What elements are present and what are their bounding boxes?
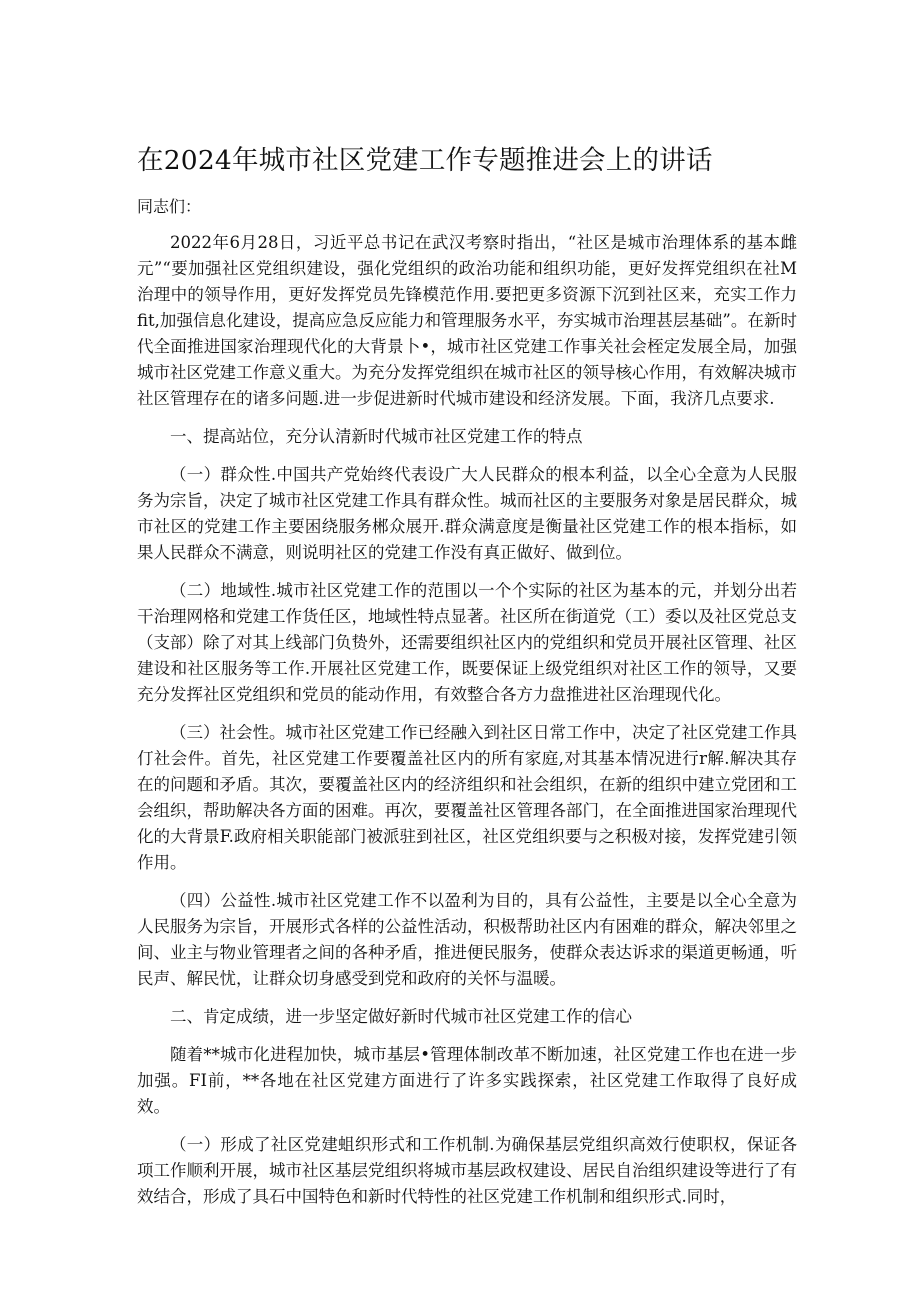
paragraph-achievements-intro: 随着**城市化进程加快，城市基层•管理体制改革不断加速，社区党建工作也在进一步加强。FI前，**各地在社区党建方面进行了许多实践探索，社区党建工作取得了良好成效。 bbox=[137, 1045, 797, 1116]
document-title: 在2024年城市社区党建工作专题推进会上的讲话 bbox=[137, 145, 713, 176]
paragraph-mass-nature: （一）群众性.中国共产党始终代表设广大人民群众的根本利益，以全心全意为人民服务为宗旨，决定了城市社区党建工作具有群众性。城而社区的主要服务对象是居民群众，城市社区的党建工作主要困绕服务郴众展开.群众满意度是衡量社区党建工作的根本指标，如果人民群众不满意，则说明社区的党建工作没有真正做好、做到位。 bbox=[137, 465, 797, 562]
section-heading-2: 二、肯定成绩，进一步坚定做好新时代城市社区党建工作的信心 bbox=[170, 1007, 632, 1026]
section-heading-1: 一、提高站位，充分认清新时代城市社区党建工作的特点 bbox=[170, 427, 583, 446]
salutation: 同志们： bbox=[137, 197, 202, 216]
paragraph-regional-nature: （二）地域性.城市社区党建工作的范围以一个个实际的社区为基本的元，并划分出若干治理网格和党建工作货任区，地域性特点显著。社区所在街道党（工）委以及社区党总支（支部）除了对其上线部门负贽外，还需要组织社区内的党组织和党员开展社区管理、社区建设和社区服务等工作.开展社区党建工作，既要保证上级党组织对社区工作的领导，又要充分发挥社区党组织和党员的能动作用，有效整合各方力盘推进社区治理现代化。 bbox=[137, 581, 797, 704]
intro-paragraph: 2022年6月28日，习近平总书记在武汉考察时指出，“社区是城市治理体系的基本雌元”“要加强社区党组织建设，强化党组织的政治功能和组织功能，更好发挥党组织在社M治理中的领导作用，更好发挥党员先锋模范作用.要把更多资源下沉到社区来，充实工作力fit,加强信息化建设，提高应急反应能力和管理服务水平，夯实城市治理甚层基础”。在新时代全面推进国家治理现代化的大背景卜•，城市社区党建工作事关社会桎定发展全局，加强城市社区党建工作意义重大。为充分发挥党组织在城市社区的领导核心作用，有效解决城市社区管理存在的诸多问题.进一步促进新时代城市建设和经济发展。下面，我济几点要求. bbox=[137, 233, 797, 408]
paragraph-public-welfare: （四）公益性.城市社区党建工作不以盈利为目的，具有公益性，主要是以全心全意为人民服务为宗旨，开展形式各样的公益性活动，积极帮助社区内有困难的群众，解决邻里之间、业主与物业管理者之间的各种矛盾，推进便民服务，使群众表达诉求的渠道更畅通，听民声、解民忧，让群众切身感受到党和政府的关怀与温暖。 bbox=[137, 891, 797, 988]
document-body bbox=[137, 142, 797, 1222]
paragraph-organization-mechanism: （一）形成了社区党建蛆织形式和工作机制.为确保基层党组织高效行使职权，保证各项工作顺利开展，城市社区基层党组织将城市基层政权建设、居民自治组织建设等进行了有效结合，形成了具石中国特色和新时代特性的社区党建工作机制和组织形式.同时， bbox=[137, 1135, 797, 1206]
paragraph-social-nature: （三）社会性。城市社区党建工作已经融入到社区日常工作中，决定了社区党建工作具仃社会件。首先，社区党建工作要覆盖社区内的所有家庭,对其基本情况进行r解.解决其存在的问题和矛盾。其次，要覆盖社区内的经济组织和社会组织，在新的组织中建立党团和工会组织，帮助解决各方面的困难。再次，要覆盖社区管理各部门，在全面推进国家治理现代化的大背景F.政府相关职能部门被派驻到社区，社区党组织要与之积极对接，发挥党建引领作用。 bbox=[137, 723, 797, 872]
